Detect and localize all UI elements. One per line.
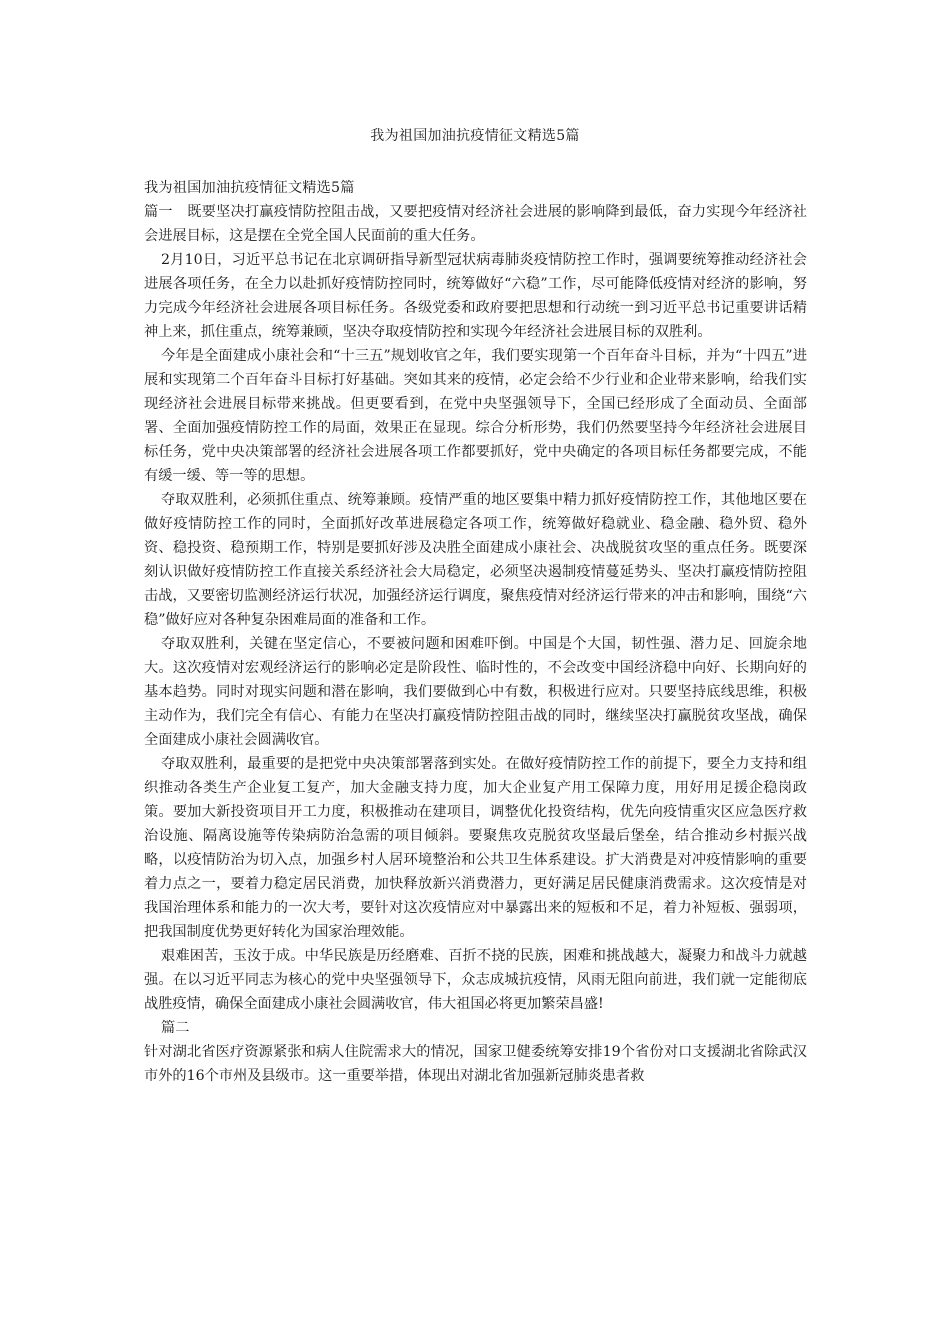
paragraph: 夺取双胜利，关键在坚定信心，不要被问题和困难吓倒。中国是个大国，韧性强、潜力足、回旋余地大。这次疫情对宏观经济运行的影响必定是阶段性、临时性的，不会改变中国经济稳中向好、长期向好的基本趋势。同时对现实问题和潜在影响，我们要做到心中有数，积极进行应对。只要坚持底线思维，积极主动作为，我们完全有信心、有能力在坚决打赢疫情防控阻击战的同时，继续坚决打赢脱贫攻坚战，确保全面建成小康社会圆满收官。 xyxy=(144,636,807,748)
section-heading: 篇二 xyxy=(161,1020,190,1036)
paragraph: 艰难困苦，玉汝于成。中华民族是历经磨难、百折不挠的民族，困难和挑战越大，凝聚力和战斗力就越强。在以习近平同志为核心的党中央坚强领导下，众志成城抗疫情，风雨无阻向前进，我们就一定能彻底战胜疫情，确保全面建成小康社会圆满收官，伟大祖国必将更加繁荣昌盛! xyxy=(144,948,807,1012)
paragraph: 今年是全面建成小康社会和“十三五”规划收官之年，我们要实现第一个百年奋斗目标，并为“十四五”进展和实现第二个百年奋斗目标打好基础。突如其来的疫情，必定会给不少行业和企业带来影响，给我们实现经济社会进展目标带来挑战。但更要看到，在党中央坚强领导下，全国已经形成了全面动员、全面部署、全面加强疫情防控工作的局面，效果正在显现。综合分析形势，我们仍然要坚持今年经济社会进展目标任务，党中央决策部署的经济社会进展各项工作都要抓好，党中央确定的各项目标任务都要完成，不能有缓一缓、等一等的思想。 xyxy=(144,348,807,484)
document-title: 我为祖国加油抗疫情征文精选5篇 xyxy=(370,128,580,144)
paragraph: 篇一 既要坚决打赢疫情防控阻击战，又要把疫情对经济社会进展的影响降到最低，奋力实现今年经济社会进展目标，这是摆在全党全国人民面前的重大任务。 xyxy=(144,204,807,244)
paragraph: 夺取双胜利，最重要的是把党中央决策部署落到实处。在做好疫情防控工作的前提下，要全力支持和组织推动各类生产企业复工复产，加大金融支持力度，加大企业复产用工保障力度，用好用足援企稳岗政策。要加大新投资项目开工力度，积极推动在建项目，调整优化投资结构，优先向疫情重灾区应急医疗救治设施、隔离设施等传染病防治急需的项目倾斜。要聚焦攻克脱贫攻坚最后堡垒，结合推动乡村振兴战略，以疫情防治为切入点，加强乡村人居环境整治和公共卫生体系建设。扩大消费是对冲疫情影响的重要着力点之一，要着力稳定居民消费，加快释放新兴消费潜力，更好满足居民健康消费需求。这次疫情是对我国治理体系和能力的一次大考，要针对这次疫情应对中暴露出来的短板和不足，着力补短板、强弱项，把我国制度优势更好转化为国家治理效能。 xyxy=(144,756,807,940)
paragraph: 夺取双胜利，必须抓住重点、统筹兼顾。疫情严重的地区要集中精力抓好疫情防控工作，其他地区要在做好疫情防控工作的同时，全面抓好改革进展稳定各项工作，统筹做好稳就业、稳金融、稳外贸、稳外资、稳投资、稳预期工作，特别是要抓好涉及决胜全面建成小康社会、决战脱贫攻坚的重点任务。既要深刻认识做好疫情防控工作直接关系经济社会大局稳定，必须坚决遏制疫情蔓延势头、坚决打赢疫情防控阻击战，又要密切监测经济运行状况，加强经济运行调度，聚焦疫情对经济运行带来的冲击和影响，围绕“六稳”做好应对各种复杂困难局面的准备和工作。 xyxy=(144,492,807,628)
document-subtitle: 我为祖国加油抗疫情征文精选5篇 xyxy=(144,180,355,196)
paragraph: 2月10日，习近平总书记在北京调研指导新型冠状病毒肺炎疫情防控工作时，强调要统筹推动经济社会进展各项任务，在全力以赴抓好疫情防控同时，统筹做好“六稳”工作，尽可能降低疫情对经济的影响，努力完成今年经济社会进展各项目标任务。各级党委和政府要把思想和行动统一到习近平总书记重要讲话精神上来，抓住重点，统筹兼顾，坚决夺取疫情防控和实现今年经济社会进展目标的双胜利。 xyxy=(144,252,807,340)
document-body xyxy=(144,176,807,1088)
paragraph: 针对湖北省医疗资源紧张和病人住院需求大的情况，国家卫健委统筹安排19个省份对口支援湖北省除武汉市外的16个市州及县级市。这一重要举措，体现出对湖北省加强新冠肺炎患者救 xyxy=(144,1044,807,1084)
